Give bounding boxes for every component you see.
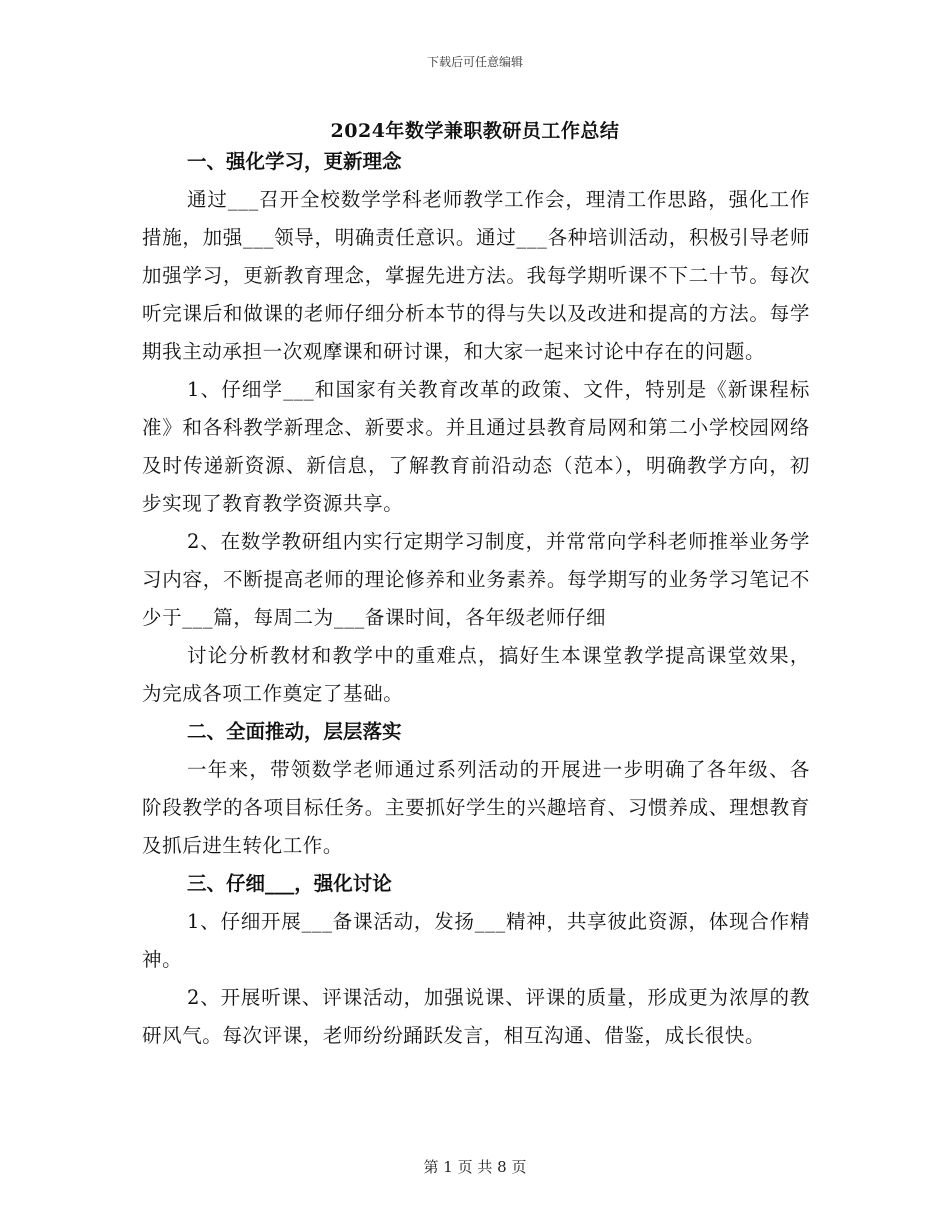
page-number: 第 1 页 共 8 页 (423, 1158, 527, 1176)
document-title: 2024年数学兼职教研员工作总结 (330, 120, 620, 142)
paragraph-1: 通过___召开全校数学学科老师教学工作会，理清工作思路，强化工作措施，加强___领导，明确责任意识。通过___各种培训活动，积极引导老师加强学习，更新教育理念，掌握先进方法。我每学期听课不下二十节。每次听完课后和做课的老师仔细分析本节的得与失以及改进和提高的方法。每学期我主动承担一次观摩课和研讨课，和大家一起来讨论中存在的问题。 (142, 188, 810, 363)
paragraph-7: 2、开展听课、评课活动，加强说课、评课的质量，形成更为浓厚的教研风气。每次评课，老师纷纷踊跃发言，相互沟通、借鉴，成长很快。 (142, 986, 810, 1047)
paragraph-5: 一年来，带领数学老师通过系列活动的开展进一步明确了各年级、各阶段教学的各项目标任务。主要抓好学生的兴趣培育、习惯养成、理想教育及抓后进生转化工作。 (142, 758, 810, 857)
paragraph-4: 讨论分析教材和教学中的重难点，搞好生本课堂教学提高课堂效果，为完成各项工作奠定了基础。 (142, 644, 810, 705)
section-heading-3: 三、仔细___，强化讨论 (187, 872, 392, 895)
paragraph-6: 1、仔细开展___备课活动，发扬___精神，共享彼此资源，体现合作精神。 (142, 910, 810, 971)
paragraph-2: 1、仔细学___和国家有关教育改革的政策、文件，特别是《新课程标准》和各科教学新理念、新要求。并且通过县教育局网和第二小学校园网络及时传递新资源、新信息，了解教育前沿动态（范本），明确教学方向，初步实现了教育教学资源共享。 (142, 378, 810, 515)
page-header-note: 下载后可任意编辑 (426, 55, 523, 69)
paragraph-3: 2、在数学教研组内实行定期学习制度，并常常向学科老师推举业务学习内容，不断提高老师的理论修养和业务素养。每学期写的业务学习笔记不少于___篇，每周二为___备课时间，各年级老师仔细 (142, 530, 810, 629)
section-heading-1: 一、强化学习，更新理念 (187, 150, 402, 173)
document-body (142, 143, 810, 1055)
section-heading-2: 二、全面推动，层层落实 (187, 720, 402, 743)
